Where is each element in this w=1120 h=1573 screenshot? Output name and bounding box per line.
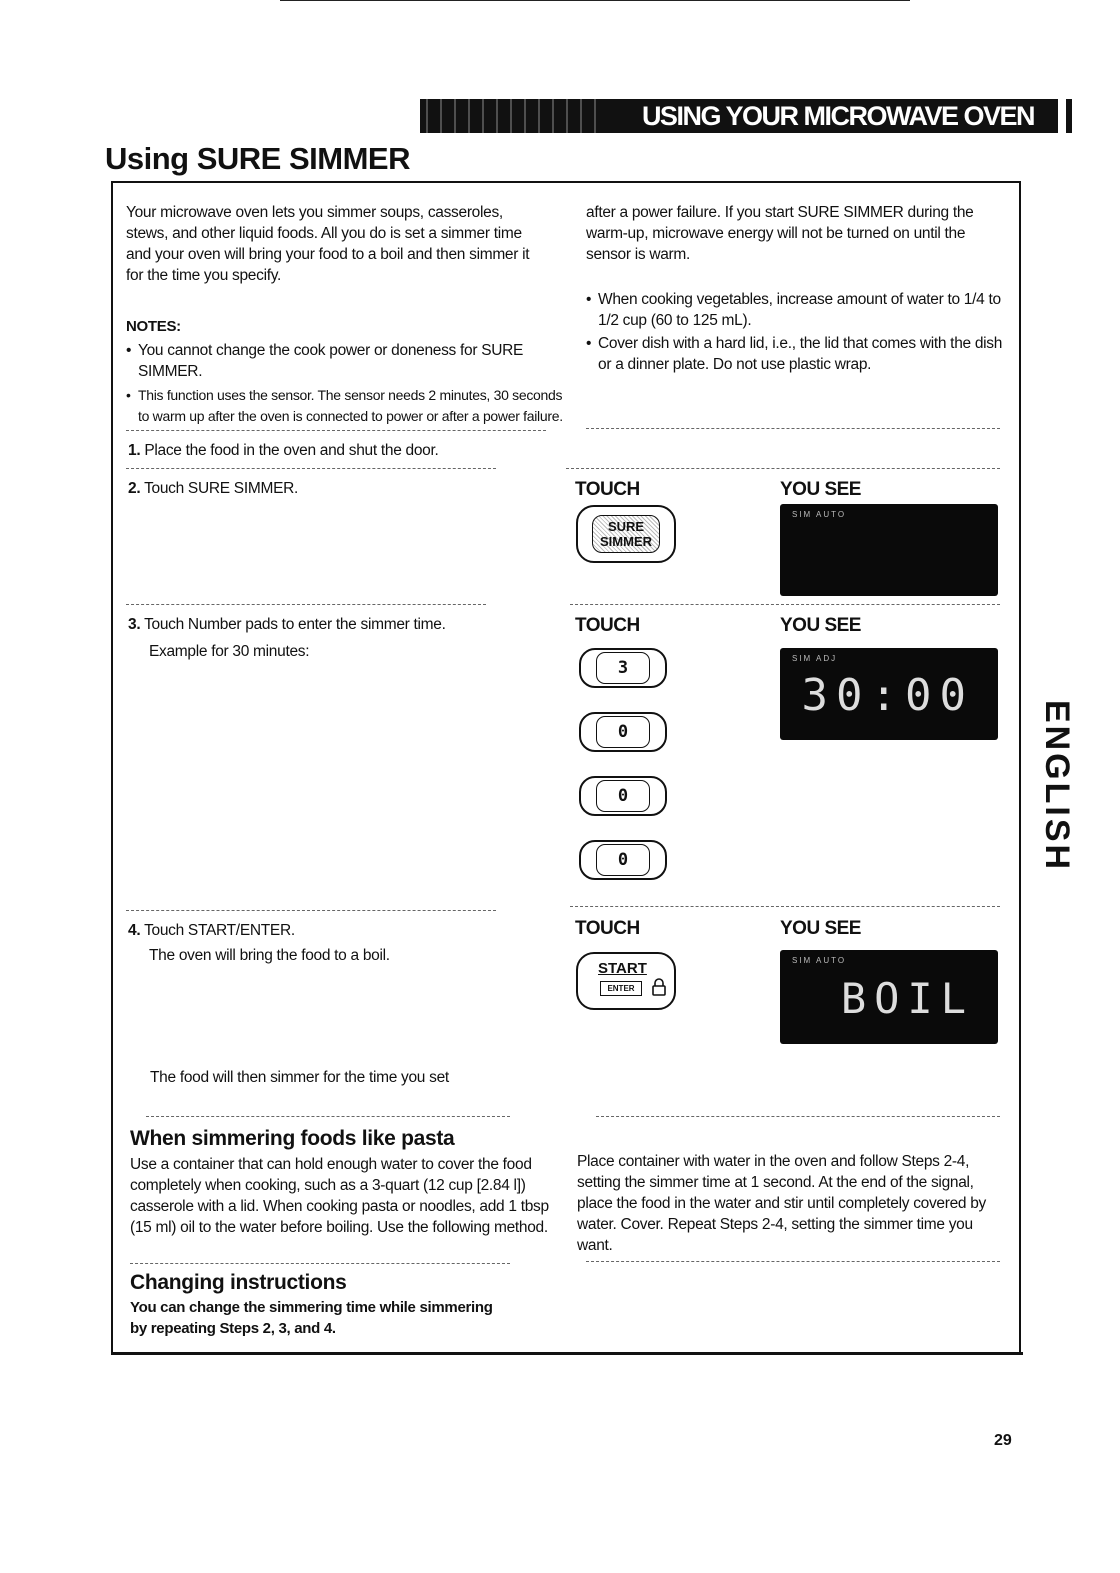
number-pad-3-button[interactable] [579, 648, 667, 688]
step-number: 2. [128, 480, 141, 497]
step-3-example: Example for 30 minutes: [149, 643, 310, 660]
pad-label: 0 [596, 844, 650, 876]
display-step-3 [780, 648, 998, 740]
intro-text: Your microwave oven lets you simmer soups, casseroles, stews, and other liquid foods. All you do is set a simmer time and your oven will bring your food to a boil and then simmer it for the time you specify. [126, 204, 530, 284]
note-item-sensor-part1 [126, 385, 568, 427]
number-pad-0-button[interactable] [579, 712, 667, 752]
page-title: Using SURE SIMMER [105, 141, 410, 176]
pasta-heading: When simmering foods like pasta [130, 1127, 455, 1150]
simmer-note: The food will then simmer for the time you set [150, 1069, 449, 1086]
sure-simmer-button-face [592, 515, 660, 553]
display-step-2 [780, 504, 998, 596]
divider [586, 428, 1000, 429]
start-enter-button[interactable] [576, 952, 676, 1010]
display-indicator-text: SIM AUTO [792, 510, 847, 519]
step-1 [128, 440, 439, 462]
language-side-tab [1040, 686, 1074, 886]
pad-label: 3 [596, 652, 650, 684]
enter-label: ENTER [600, 981, 642, 996]
note-sensor-text: This function uses the sensor. The sensor needs 2 minutes, 30 seconds to warm up after the oven is connected to power or after a power failure. [138, 387, 563, 424]
changing-heading: Changing instructions [130, 1271, 347, 1294]
pad-label: 0 [596, 716, 650, 748]
divider [566, 468, 1000, 469]
touch-label: TOUCH [575, 615, 640, 636]
banner-pattern [420, 99, 600, 133]
note-sensor-text-continued: after a power failure. If you start SURE SIMMER during the warm-up, microwave energy will not be turned on until the sensor is warm. [586, 204, 974, 263]
step-number: 1. [128, 442, 141, 459]
sure-simmer-label-line1: SURE [607, 519, 645, 534]
divider [126, 604, 486, 605]
step-4-sub: The oven will bring the food to a boil. [149, 947, 390, 964]
note-sensor-continued [586, 202, 1002, 286]
step-number: 3. [128, 616, 141, 633]
step-3 [128, 614, 446, 636]
divider [126, 430, 546, 431]
divider [570, 906, 1000, 907]
frame-bottom-rule [111, 1352, 1023, 1355]
display-boil-readout: BOIL [840, 974, 974, 1023]
number-pad-0-button[interactable] [579, 840, 667, 880]
start-label: START [598, 960, 647, 977]
step-text: Touch Number pads to enter the simmer time. [144, 616, 446, 633]
pad-label: 0 [596, 780, 650, 812]
touch-label: TOUCH [575, 479, 640, 500]
step-number: 4. [128, 922, 141, 939]
banner-endbar-edge [1068, 99, 1072, 133]
divider [130, 1263, 510, 1264]
display-indicator-text: SIM AUTO [792, 956, 847, 965]
sure-simmer-button[interactable] [576, 505, 676, 563]
step-4 [128, 920, 295, 942]
top-rule [280, 0, 910, 1]
sure-simmer-label-line2: SIMMER [600, 534, 652, 549]
lock-icon [652, 978, 666, 996]
step-2 [128, 478, 298, 500]
touch-label: TOUCH [575, 918, 640, 939]
section-banner [420, 99, 1072, 133]
you-see-label: YOU SEE [780, 918, 861, 939]
banner-title: USING YOUR MICROWAVE OVEN [641, 101, 1034, 131]
divider [126, 910, 496, 911]
divider [146, 1116, 510, 1117]
note-item: • Cover dish with a hard lid, i.e., the lid that comes with the dish or a dinner plate. Do not use plastic wrap. [586, 333, 1006, 375]
display-step-4 [780, 950, 998, 1044]
display-indicator-text: SIM ADJ [792, 654, 838, 663]
step-text: Touch SURE SIMMER. [144, 480, 299, 497]
divider [126, 468, 496, 469]
you-see-label: YOU SEE [780, 615, 861, 636]
divider [570, 604, 1000, 605]
bullet: • [126, 387, 131, 403]
step-text: Place the food in the oven and shut the door. [144, 442, 439, 459]
notes-list-right [586, 289, 1006, 375]
pasta-text-right: Place container with water in the oven and follow Steps 2-4, setting the simmer time at 1 second. At the end of the signal, place the food in the water and stir until completely covered by water. Cover. Repeat Steps 2-4, setting the simmer time you want. [577, 1153, 987, 1254]
banner-endbar [1058, 99, 1066, 133]
note-item: • You cannot change the cook power or doneness for SURE SIMMER. [126, 340, 544, 382]
you-see-label: YOU SEE [780, 479, 861, 500]
note-item: • When cooking vegetables, increase amount of water to 1/4 to 1/2 cup (60 to 125 mL). [586, 289, 1006, 331]
changing-text: You can change the simmering time while simmering by repeating Steps 2, 3, and 4. [130, 1299, 493, 1337]
notes-list-left [126, 340, 544, 382]
number-pad-0-button[interactable] [579, 776, 667, 816]
page-number: 29 [994, 1432, 1012, 1449]
divider [586, 1261, 1000, 1262]
notes-heading: NOTES: [126, 318, 181, 335]
side-tab-text: ENGLISH [1038, 699, 1076, 873]
pasta-text-left: Use a container that can hold enough water to cover the food completely when cooking, such as a 3-quart (12 cup [2.84 l]) casserole with a lid. When cooking pasta or noodles, add 1 tbsp (15 ml) oil to the water before boiling. Use the following method. [130, 1156, 549, 1236]
display-time-readout: 30:00 [801, 670, 974, 721]
divider [596, 1116, 1000, 1117]
step-text: Touch START/ENTER. [144, 922, 295, 939]
